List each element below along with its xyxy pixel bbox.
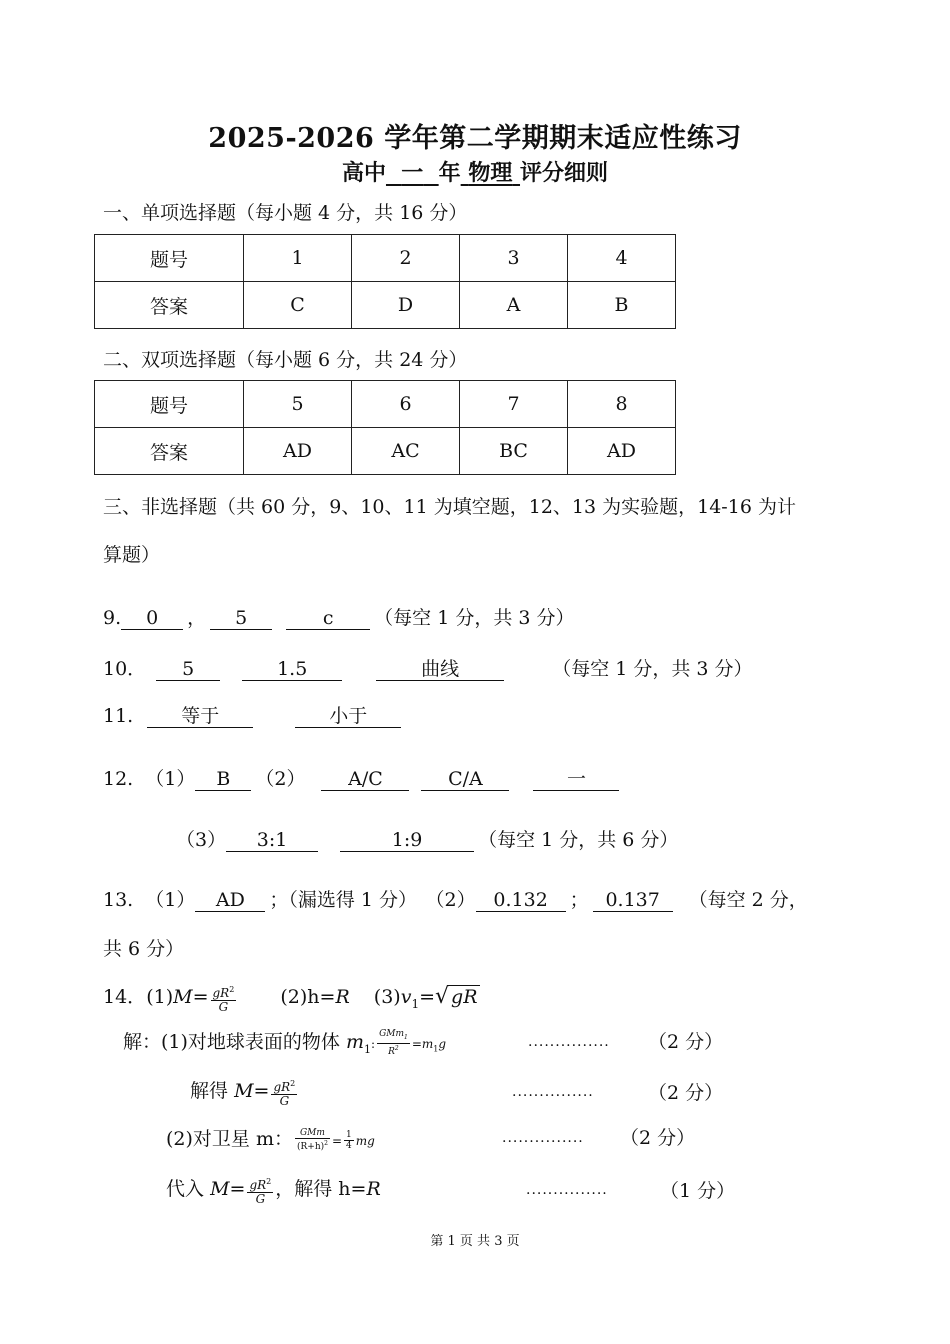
q13-part-1: （1） bbox=[145, 889, 196, 911]
subtitle-grade: 一 bbox=[401, 160, 424, 186]
q12-score-note: （每空 1 分，共 6 分） bbox=[478, 829, 679, 851]
q14-answer-2: (2)h= bbox=[280, 986, 336, 1008]
question-number: 1 bbox=[244, 235, 352, 282]
dot-leader: ............... bbox=[528, 1034, 610, 1050]
question-number: 4 bbox=[568, 235, 676, 282]
q12-part-3: （3） bbox=[176, 829, 227, 851]
q13-number: 13. bbox=[103, 889, 134, 911]
q12-blank-2: A/C bbox=[321, 768, 409, 791]
q14-step-1-score: （2 分） bbox=[648, 1031, 724, 1053]
q14-step-4-text: 代入 bbox=[166, 1178, 205, 1200]
q12-line-2 bbox=[176, 825, 678, 852]
q10-blank-2: 1.5 bbox=[242, 658, 342, 681]
q13-note-1: ；（漏选得 1 分） bbox=[269, 889, 418, 911]
q13-separator: ； bbox=[569, 889, 589, 911]
q10-score-note: （每空 1 分，共 3 分） bbox=[552, 658, 753, 680]
question-number: 6 bbox=[352, 381, 460, 428]
question-number: 7 bbox=[460, 381, 568, 428]
q14-step-2-text: 解得 bbox=[190, 1080, 229, 1102]
q11-blank-2: 小于 bbox=[295, 705, 401, 728]
row-label: 答案 bbox=[95, 282, 244, 329]
q14-step-4-mid: ，解得 h= bbox=[275, 1178, 367, 1200]
q11-number: 11. bbox=[103, 705, 134, 727]
answer-cell: AD bbox=[568, 428, 676, 475]
subtitle-prefix: 高中 bbox=[341, 160, 386, 186]
row-label: 题号 bbox=[95, 381, 244, 428]
q12-blank-4: 一 bbox=[533, 768, 619, 791]
q9-score-note: （每空 1 分，共 3 分） bbox=[374, 607, 575, 629]
q13-blank-1: AD bbox=[195, 889, 265, 912]
q11-line bbox=[103, 705, 405, 728]
q14-step-4: 代入 M= $\frac{gR^2}{G}$ ，解得 h=R bbox=[166, 1176, 381, 1206]
q13-blank-3: 0.137 bbox=[593, 889, 673, 912]
q9-blank-1: 0 bbox=[121, 607, 183, 630]
fraction-gR2-over-G: $\frac{gR^2}{G}$ bbox=[249, 1176, 272, 1206]
table-row bbox=[95, 235, 676, 282]
q13-score-note-2: 共 6 分） bbox=[103, 938, 185, 960]
q13-line-1 bbox=[103, 885, 808, 912]
q14-answer-3-label: (3) bbox=[373, 986, 401, 1008]
fraction-GMm-over-Rh2: $\frac{\text{GMm}}{(R+h)^2}$ bbox=[296, 1128, 328, 1152]
subtitle-subject: 物理 bbox=[468, 160, 513, 186]
q12-blank-1: B bbox=[195, 768, 251, 791]
q10-line bbox=[103, 654, 753, 681]
answer-cell: D bbox=[352, 282, 460, 329]
row-label: 题号 bbox=[95, 235, 244, 282]
q12-blank-6: 1:9 bbox=[340, 829, 474, 852]
fraction-gR2-over-G: $\frac{gR^2}{G}$ bbox=[273, 1078, 296, 1108]
page-subtitle bbox=[0, 156, 950, 187]
table-row bbox=[95, 282, 676, 329]
fraction-gR2-over-G: $\frac{gR^2}{G}$ bbox=[212, 984, 235, 1014]
q14-number: 14． bbox=[103, 986, 147, 1008]
q12-blank-5: 3:1 bbox=[226, 829, 318, 852]
q12-part-2: （2） bbox=[255, 768, 306, 790]
q12-number: 12. bbox=[103, 768, 134, 790]
q14-step-2: 解得 M= $\frac{gR^2}{G}$ bbox=[190, 1078, 296, 1108]
q11-blank-1: 等于 bbox=[147, 705, 253, 728]
question-number: 3 bbox=[460, 235, 568, 282]
q12-part-1: （1） bbox=[145, 768, 196, 790]
subtitle-suffix: 评分细则 bbox=[520, 160, 609, 186]
q12-blank-3: C/A bbox=[421, 768, 509, 791]
q10-blank-1: 5 bbox=[156, 658, 220, 681]
solution-label: 解： bbox=[123, 1031, 162, 1053]
section2-answer-table bbox=[94, 380, 676, 475]
q9-number: 9. bbox=[103, 607, 122, 629]
q14-step-3-text: (2)对卫星 m： bbox=[166, 1128, 293, 1150]
subtitle-mid: 年 bbox=[438, 160, 461, 186]
section3-heading-line1: 三、非选择题（共 60 分，9、10、11 为填空题，12、13 为实验题，14-16 为计 bbox=[103, 496, 796, 518]
page-title: 2025-2026 学年第二学期期末适应性练习 bbox=[208, 123, 742, 154]
q14-answer-1-label: (1) bbox=[146, 986, 174, 1008]
dot-leader: ............... bbox=[502, 1130, 584, 1146]
q13-part-2: （2） bbox=[435, 889, 476, 911]
q14-step-1: 解：(1)对地球表面的物体 $m_1$: $\frac{GMm_1}{R^2}$ $=m_1g$ bbox=[123, 1029, 447, 1057]
q14-step-1-text: (1)对地球表面的物体 bbox=[161, 1031, 340, 1053]
q9-blank-2: 5 bbox=[210, 607, 272, 630]
q9-blank-3: c bbox=[286, 607, 370, 630]
answer-cell: AC bbox=[352, 428, 460, 475]
table-row bbox=[95, 381, 676, 428]
section3-heading-line2: 算题） bbox=[103, 544, 161, 566]
question-number: 8 bbox=[568, 381, 676, 428]
answer-cell: BC bbox=[460, 428, 568, 475]
section1-answer-table bbox=[94, 234, 676, 329]
question-number: 5 bbox=[244, 381, 352, 428]
answer-cell: C bbox=[244, 282, 352, 329]
sqrt-gR: gR bbox=[451, 986, 478, 1008]
dot-leader: ............... bbox=[512, 1084, 594, 1100]
question-number: 2 bbox=[352, 235, 460, 282]
q14-step-3: (2)对卫星 m： $\frac{\text{GMm}}{(R+h)^2}$ = $\frac{1}{4}$ mg bbox=[166, 1128, 375, 1152]
q13-blank-2: 0.132 bbox=[476, 889, 566, 912]
q14-step-4-score: （1 分） bbox=[660, 1180, 736, 1202]
q13-score-note: （每空 2 分， bbox=[688, 889, 808, 911]
dot-leader: ............... bbox=[526, 1182, 608, 1198]
q14-step-3-score: （2 分） bbox=[620, 1127, 696, 1149]
answer-cell: A bbox=[460, 282, 568, 329]
q12-line-1 bbox=[103, 764, 623, 791]
page-footer: 第 1 页 共 3 页 bbox=[430, 1234, 520, 1249]
q9-line: 9. 0 ， 5 c （每空 1 分，共 3 分） bbox=[103, 607, 575, 629]
q14-step-2-score: （2 分） bbox=[648, 1082, 724, 1104]
q10-blank-3: 曲线 bbox=[376, 658, 504, 681]
q10-number: 10． bbox=[103, 658, 147, 680]
row-label: 答案 bbox=[95, 428, 244, 475]
section1-heading: 一、单项选择题（每小题 4 分，共 16 分） bbox=[103, 202, 468, 224]
section2-heading: 二、双项选择题（每小题 6 分，共 24 分） bbox=[103, 349, 468, 371]
answer-cell: B bbox=[568, 282, 676, 329]
fraction-one-quarter: $\frac{1}{4}$ bbox=[346, 1129, 352, 1151]
table-row bbox=[95, 428, 676, 475]
q14-answers: 14．(1)M= $\frac{gR^2}{G}$ (2)h=R $(3)v_1=√$ gR bbox=[103, 984, 478, 1014]
fraction-GMm1-over-R2: $\frac{GMm_1}{R^2}$ bbox=[379, 1029, 408, 1057]
answer-cell: AD bbox=[244, 428, 352, 475]
